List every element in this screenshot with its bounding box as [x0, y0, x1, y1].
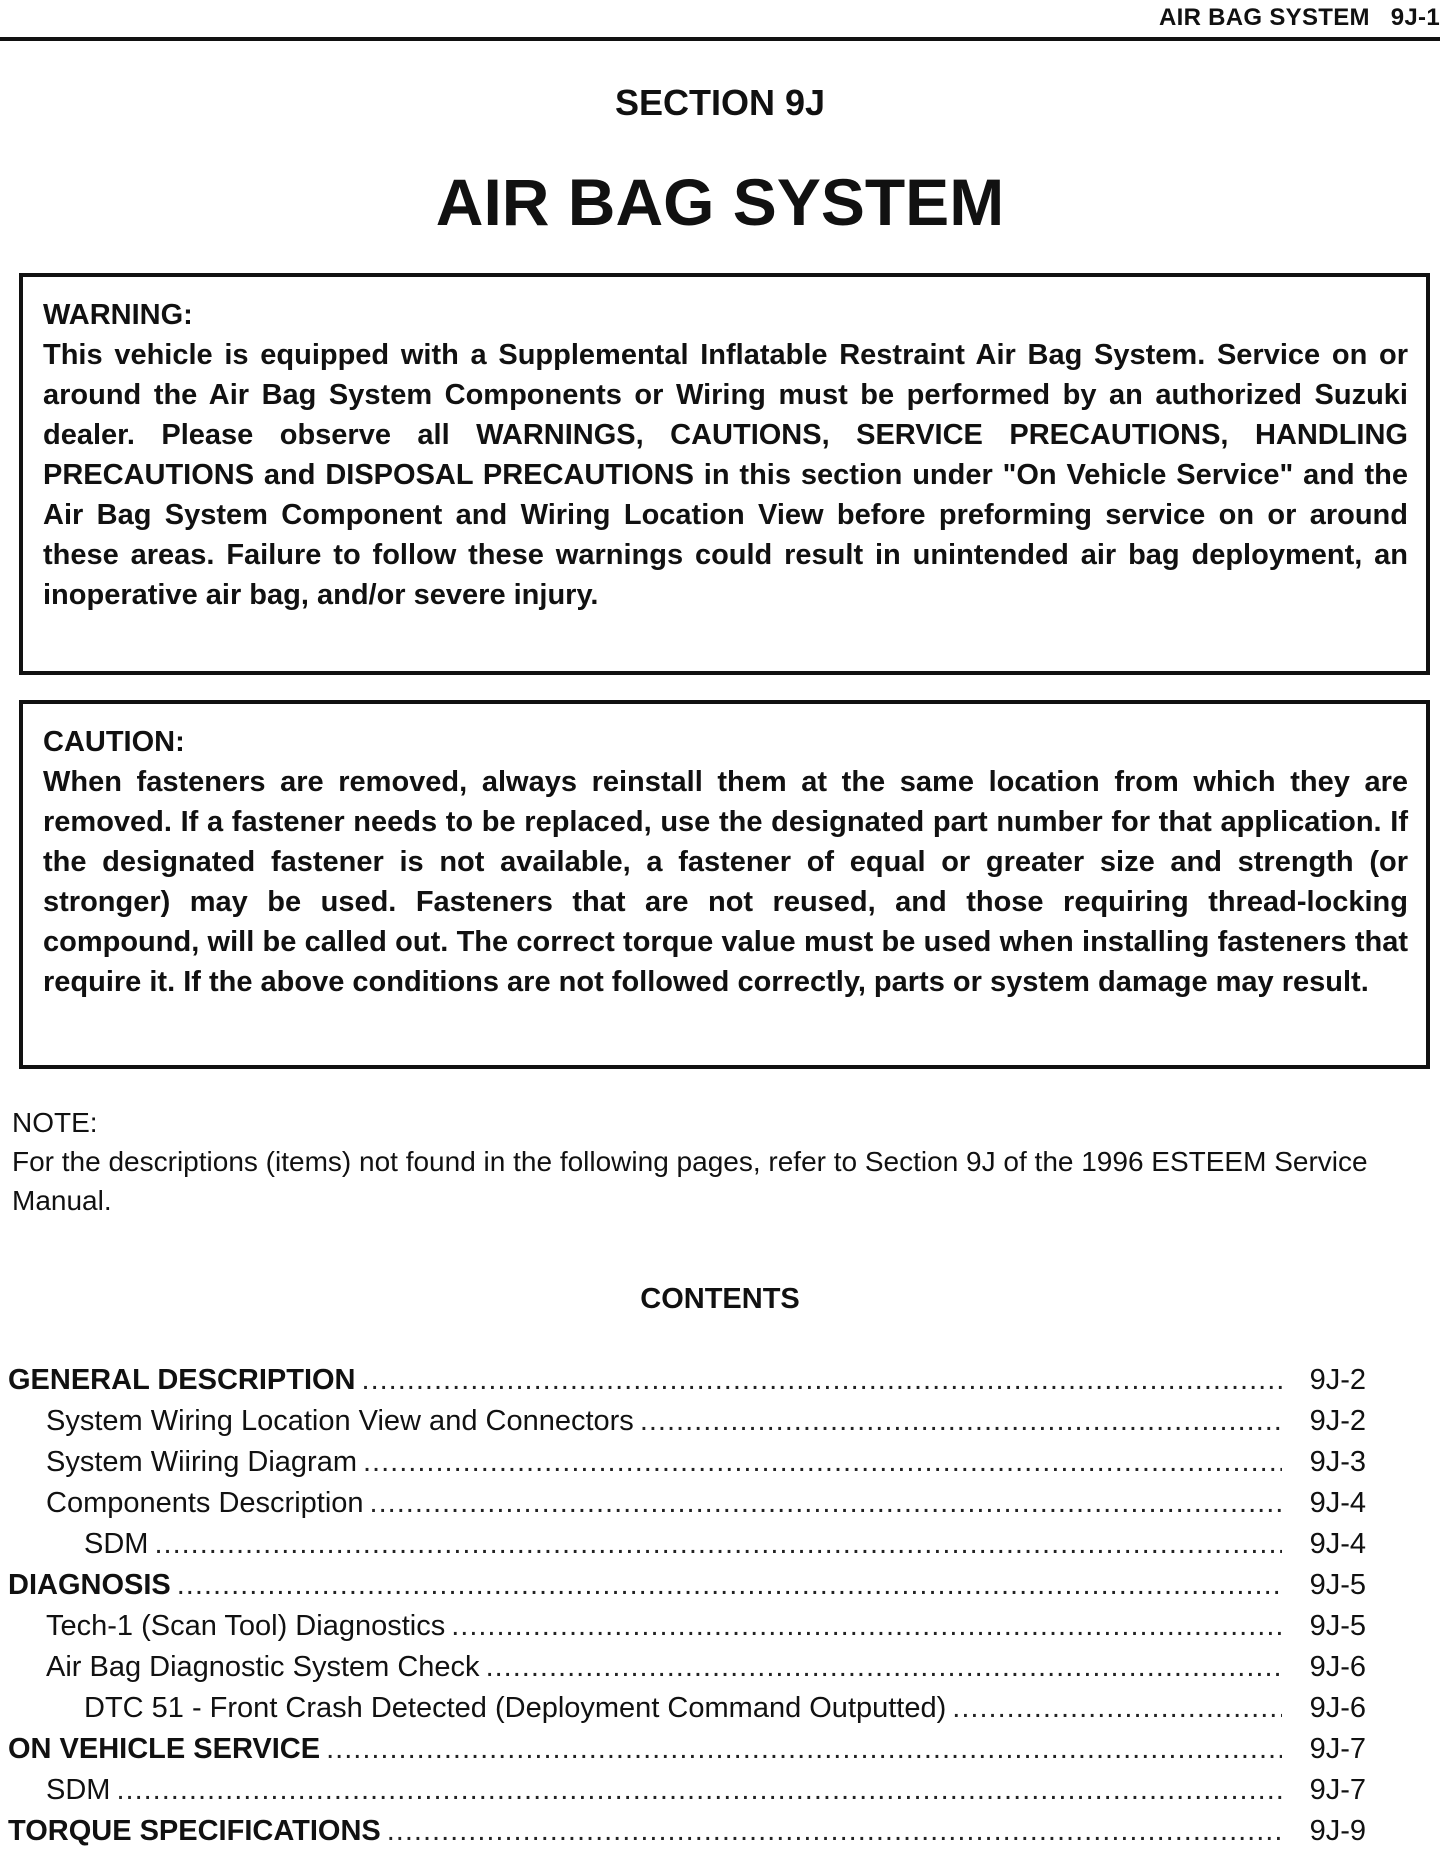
toc-title: System Wiring Location View and Connectors — [46, 1405, 634, 1437]
toc-page: 9J-9 — [1309, 1815, 1366, 1847]
toc-leader — [387, 1811, 1282, 1852]
toc-entry-air-bag-diagnostic-check[interactable] — [8, 1647, 1366, 1688]
toc-leader — [326, 1729, 1282, 1770]
toc-title: SDM — [46, 1774, 111, 1806]
toc-entry-general-description[interactable] — [8, 1360, 1366, 1401]
toc-title: ON VEHICLE SERVICE — [8, 1733, 321, 1765]
warning-heading: WARNING: — [43, 299, 193, 331]
section-label: SECTION 9J — [614, 82, 826, 123]
toc-title: TORQUE SPECIFICATIONS — [8, 1815, 381, 1847]
toc-leader — [640, 1401, 1282, 1442]
warning-box — [19, 273, 1430, 675]
note-heading: NOTE: — [12, 1107, 98, 1138]
toc-entry-tech1-diagnostics[interactable] — [8, 1606, 1366, 1647]
toc-title: DIAGNOSIS — [8, 1569, 171, 1601]
note — [12, 1103, 1412, 1220]
toc-leader — [952, 1688, 1282, 1729]
toc-page: 9J-4 — [1309, 1528, 1366, 1560]
toc-page: 9J-4 — [1309, 1487, 1366, 1519]
caution-heading: CAUTION: — [43, 726, 185, 758]
toc-leader — [154, 1524, 1282, 1565]
toc-leader — [177, 1565, 1282, 1606]
toc-leader — [363, 1442, 1282, 1483]
running-header: AIR BAG SYSTEM 9J-1 — [1158, 4, 1440, 31]
toc-entry-torque-specifications[interactable] — [8, 1811, 1366, 1852]
contents-title: CONTENTS — [640, 1283, 800, 1315]
toc-page: 9J-6 — [1309, 1692, 1366, 1724]
toc-title: DTC 51 - Front Crash Detected (Deployment Command Outputted) — [84, 1692, 947, 1724]
toc-leader — [451, 1606, 1282, 1647]
toc-title: System Wiiring Diagram — [46, 1446, 357, 1478]
toc-title: Tech-1 (Scan Tool) Diagnostics — [46, 1610, 446, 1642]
warning-text: This vehicle is equipped with a Supplemental Inflatable Restraint Air Bag System. Service on or around the Air Bag System Components or Wiring must be performed by an authorized Suzuki dealer. Please observe all WARNINGS, CAUTIONS, SERVICE PRECAUTIONS, HANDLING PRECAUTIONS and DISPOSAL PRECAUTIONS in this section under "On Vehicle Service" and the Air Bag System Component and Wiring Location View before preforming service on or around these areas. Failure to follow these warnings could result in unintended air bag deployment, an inoperative air bag, and/or severe injury. — [43, 339, 1408, 611]
toc-page: 9J-2 — [1309, 1364, 1366, 1396]
toc-title: Air Bag Diagnostic System Check — [46, 1651, 480, 1683]
toc-page: 9J-5 — [1309, 1610, 1366, 1642]
toc-leader — [370, 1483, 1282, 1524]
caution-box — [19, 700, 1430, 1069]
toc-title: SDM — [84, 1528, 149, 1560]
toc-page: 9J-3 — [1309, 1446, 1366, 1478]
toc-page: 9J-7 — [1309, 1774, 1366, 1806]
toc-page: 9J-2 — [1309, 1405, 1366, 1437]
toc-title: GENERAL DESCRIPTION — [8, 1364, 356, 1396]
caution-text: When fasteners are removed, always reinstall them at the same location from which they are removed. If a fastener needs to be replaced, use the designated part number for that application. If the designated fastener is not available, a fastener of equal or greater size and strength (or stronger) may be used. Fasteners that are not reused, and those requiring thread-locking compound, will be called out. The correct torque value must be used when installing fasteners that require it. If the above conditions are not followed correctly, parts or system damage may result. — [43, 766, 1408, 998]
toc-entry-sdm-description[interactable] — [8, 1524, 1366, 1565]
toc-entry-system-wiring-location-view[interactable] — [8, 1401, 1366, 1442]
toc-leader — [362, 1360, 1282, 1401]
toc-entry-system-wiring-diagram[interactable] — [8, 1442, 1366, 1483]
toc-entry-on-vehicle-service[interactable] — [8, 1729, 1366, 1770]
table-of-contents — [8, 1360, 1366, 1852]
toc-leader — [116, 1770, 1282, 1811]
toc-title: Components Description — [46, 1487, 364, 1519]
toc-page: 9J-7 — [1309, 1733, 1366, 1765]
toc-page: 9J-5 — [1309, 1569, 1366, 1601]
page-title: AIR BAG SYSTEM — [435, 165, 1005, 239]
note-text: For the descriptions (items) not found in the following pages, refer to Section 9J of the 1996 ESTEEM Service Manual. — [12, 1146, 1368, 1216]
toc-entry-diagnosis[interactable] — [8, 1565, 1366, 1606]
toc-page: 9J-6 — [1309, 1651, 1366, 1683]
toc-entry-components-description[interactable] — [8, 1483, 1366, 1524]
toc-leader — [486, 1647, 1282, 1688]
toc-entry-dtc-51[interactable] — [8, 1688, 1366, 1729]
header-rule — [0, 37, 1440, 41]
toc-entry-sdm-service[interactable] — [8, 1770, 1366, 1811]
